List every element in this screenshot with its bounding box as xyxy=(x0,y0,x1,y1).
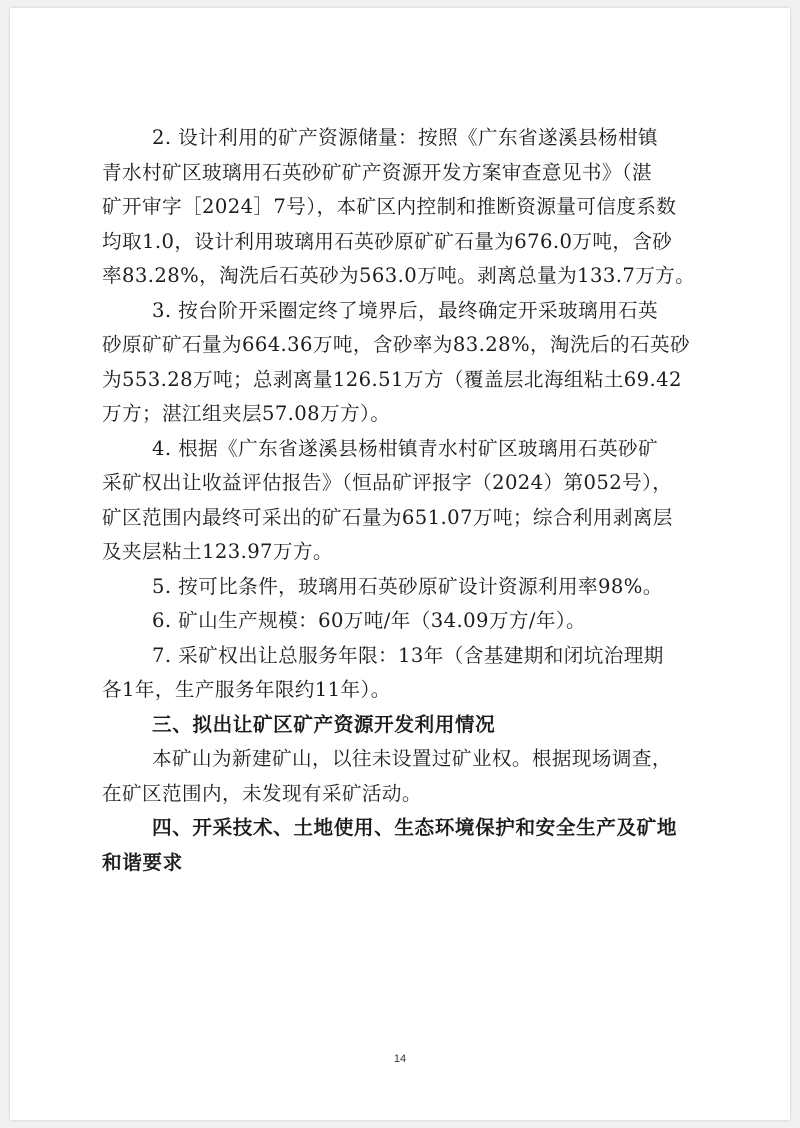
paragraph-4-line-4: 及夹层粘土123.97万方。 xyxy=(102,540,333,563)
paragraph-2-line-2: 青水村矿区玻璃用石英砂矿矿产资源开发方案审查意见书》（湛 xyxy=(102,160,653,184)
paragraph-7-line-2: 各1年，生产服务年限约11年）。 xyxy=(102,678,391,701)
section-heading-3: 三、拟出让矿区矿产资源开发利用情况 xyxy=(152,712,496,736)
paragraph-5-line-1: 5. 按可比条件，玻璃用石英砂原矿设计资源利用率98%。 xyxy=(152,574,663,598)
section-heading-4-line-2: 和谐要求 xyxy=(102,850,183,874)
section-heading-4-line-1: 四、开采技术、土地使用、生态环境保护和安全生产及矿地 xyxy=(152,816,678,839)
paragraph-3-line-2: 砂原矿矿石量为664.36万吨，含砂率为83.28%，淘洗后的石英砂 xyxy=(102,333,690,356)
document-body xyxy=(102,121,722,880)
paragraph-2-line-3: 矿开审字［2024］7号），本矿区内控制和推断资源量可信度系数 xyxy=(102,195,677,218)
paragraph-6-line-1: 6. 矿山生产规模：60万吨/年（34.09万方/年）。 xyxy=(152,609,587,632)
paragraph-3-line-4: 万方；湛江组夹层57.08万方）。 xyxy=(102,402,391,425)
paragraph-3-line-3: 为553.28万吨；总剥离量126.51万方（覆盖层北海组粘土69.42 xyxy=(102,367,682,391)
page-number: 14 xyxy=(393,1053,407,1065)
paragraph-4-line-3: 矿区范围内最终可采出的矿石量为651.07万吨；综合利用剥离层 xyxy=(102,505,673,529)
paragraph-7-line-1: 7. 采矿权出让总服务年限：13年（含基建期和闭坑治理期 xyxy=(152,643,664,667)
document-page xyxy=(10,8,790,1120)
paragraph-2-line-4: 均取1.0，设计利用玻璃用石英砂原矿矿石量为676.0万吨，含砂 xyxy=(102,229,673,253)
paragraph-2-line-1: 2. 设计利用的矿产资源储量：按照《广东省遂溪县杨柑镇 xyxy=(152,126,658,149)
paragraph-2-line-5: 率83.28%，淘洗后石英砂为563.0万吨。剥离总量为133.7万方。 xyxy=(102,264,696,287)
paragraph-4-line-2: 采矿权出让收益评估报告》（恒品矿评报字（2024）第052号）， xyxy=(102,471,673,494)
paragraph-3-line-1: 3. 按台阶开采圈定终了境界后，最终确定开采玻璃用石英 xyxy=(152,298,658,322)
section-3-paragraph-line-1: 本矿山为新建矿山，以往未设置过矿业权。根据现场调查， xyxy=(152,747,672,770)
paragraph-4-line-1: 4. 根据《广东省遂溪县杨柑镇青水村矿区玻璃用石英砂矿 xyxy=(152,436,658,460)
section-3-paragraph-line-2: 在矿区范围内，未发现有采矿活动。 xyxy=(102,781,422,805)
